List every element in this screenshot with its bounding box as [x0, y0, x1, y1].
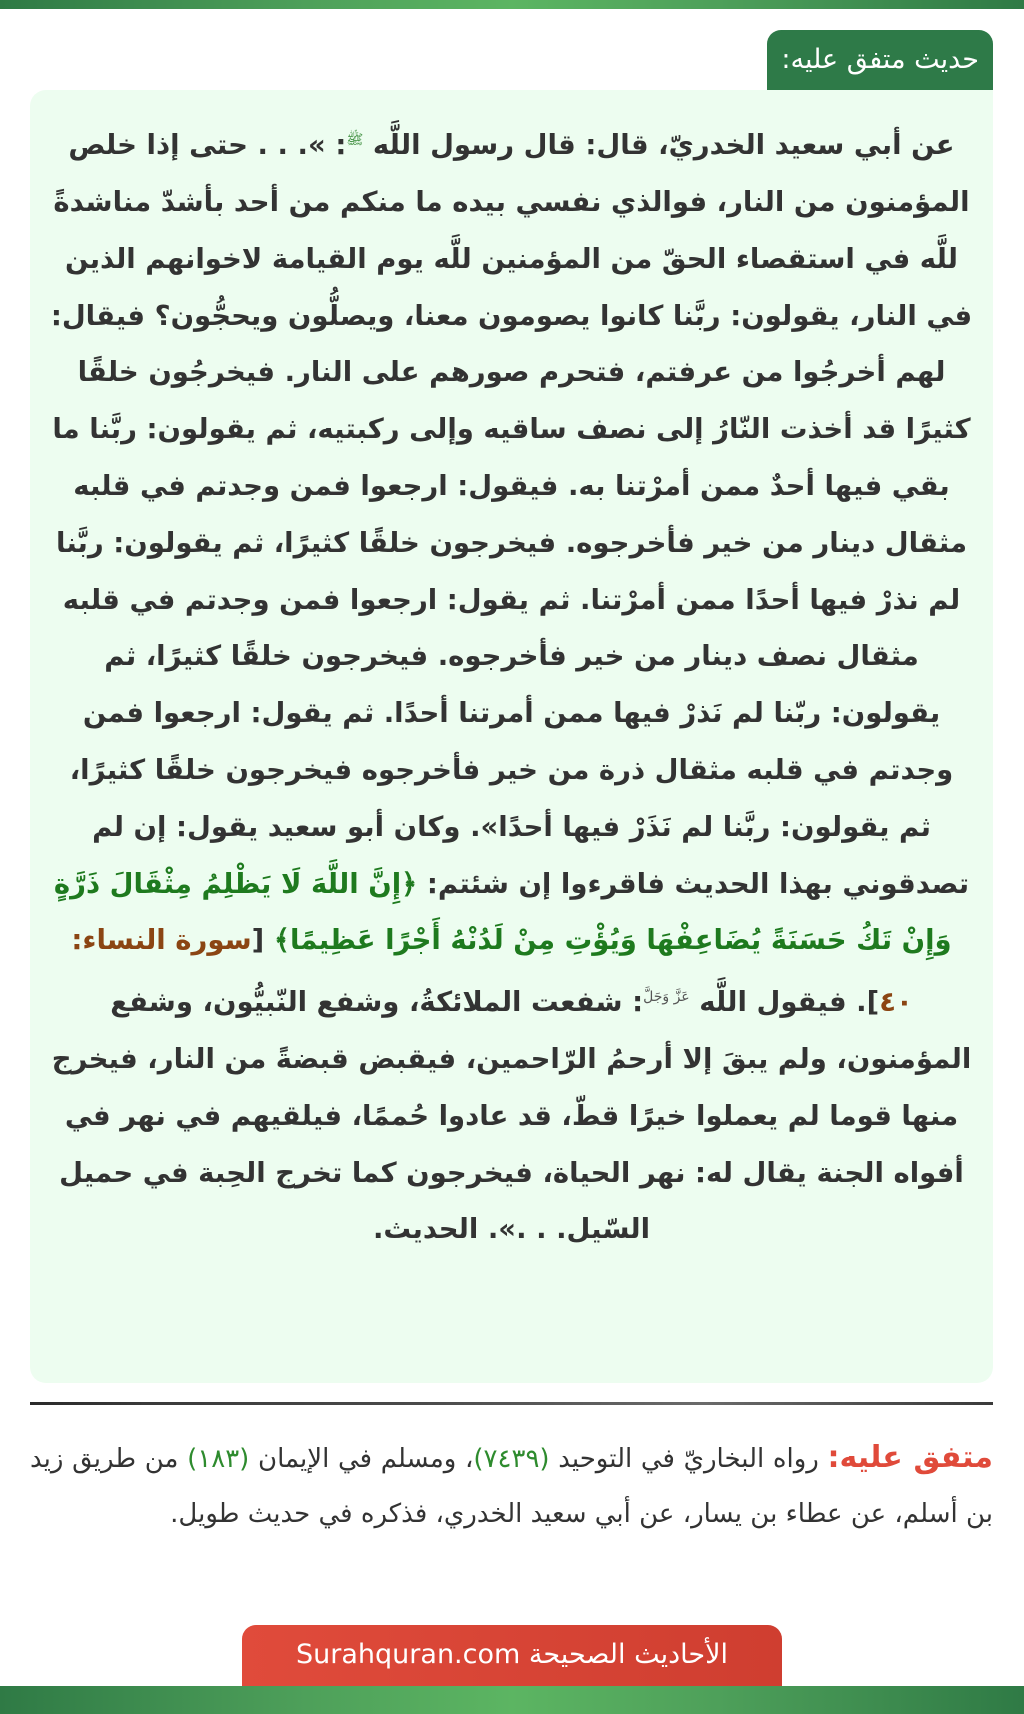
- hadith-box: [30, 90, 993, 1383]
- quran-verse: ﴿إِنَّ اللَّهَ لَا يَظْلِمُ مِثْقَالَ ذَرَّةٍ وَإِنْ تَكُ حَسَنَةً يُضَاعِفْهَا وَيُؤْتِ مِنْ لَدُنْهُ أَجْرًا عَظِيمًا﴾: [53, 867, 952, 957]
- takhrij-text-c: من طريق زيد بن أسلم، عن عطاء بن يسار، عن أبي سعيد الخدري، فذكره في حديث طويل.: [30, 1444, 993, 1529]
- muslim-reference: (١٨٣): [187, 1444, 250, 1474]
- prophet-honorific-icon: ﷺ: [346, 132, 364, 148]
- surah-reference: سورة النساء: ٤٠: [71, 924, 913, 1019]
- bukhari-reference: (٧٤٣٩): [473, 1444, 550, 1474]
- hadith-text-part3: : شفعت الملائكةُ، وشفع النّبيُّون، وشفع المؤمنون، ولم يبقَ إلا أرحمُ الرّاحمين، فيقبض قبضةً من النار، فيخرج منها قوما لم يعملوا خيرًا قطّ، قد عادوا حُممًا، فيلقيهم في نهر في أفواه الجنة يقال له: نهر الحياة، فيخرجون كما تخرج الحِبة في حميل السّيل. . .». الحديث.: [51, 986, 972, 1246]
- allah-honorific-icon: عَزَّ وَجَلَّ: [643, 989, 690, 1006]
- hadith-text-part1: : ». . . حتى إذا خلص المؤمنون من النار، فوالذي نفسي بيده ما منكم من أحد بأشدّ مناشدةً للَّه في استقصاء الحقّ من المؤمنين للَّه يوم القيامة لاخوانهم الذين في النار، يقولون: ربَّنا كانوا يصومون معنا، ويصلُّون ويحجُّون؟ فيقال: لهم أخرجُوا من عرفتم، فتحرم صورهم على النار. فيخرجُون خلقًا كثيرًا قد أخذت النّارُ إلى نصف ساقيه وإلى ركبتيه، ثم يقولون: ربَّنا ما بقي فيها أحدٌ ممن أمرْتنا به. فيقول: ارجعوا فمن وجدتم في قلبه مثقال دينار من خير فأخرجوه. فيخرجون خلقًا كثيرًا، ثم يقولون: ربَّنا لم نذرْ فيها أحدًا ممن أمرْتنا. ثم يقول: ارجعوا فمن وجدتم في قلبه مثقال نصف دينار من خير فأخرجوه. فيخرجون خلقًا كثيرًا، ثم يقولون: ربّنا لم نَذرْ فيها ممن أمرتنا أحدًا. ثم يقول: ارجعوا فمن وجدتم في قلبه مثقال ذرة من خير فأخرجوه فيخرجون خلقًا كثيرًا، ثم يقولون: ربَّنا لم نَذَرْ فيها أحدًا». وكان أبو سعيد يقول: إن لم تصدقوني بهذا الحديث فاقرءوا إن شئتم:: [50, 129, 973, 900]
- section-divider: [30, 1402, 993, 1405]
- hadith-text: [50, 112, 973, 1258]
- bottom-decorative-bar: [0, 1686, 1024, 1714]
- takhrij-note: [30, 1430, 993, 1542]
- takhrij-text-b: ، ومسلم في الإيمان: [249, 1444, 474, 1474]
- agreed-upon-label: متفق عليه:: [827, 1440, 993, 1475]
- section-title: حديث متفق عليه:: [767, 30, 993, 90]
- top-decorative-bar: [0, 0, 1024, 9]
- site-badge: الأحاديث الصحيحة Surahquran.com: [242, 1625, 782, 1691]
- bracket-open: [: [251, 924, 274, 957]
- bracket-close: ]: [866, 986, 880, 1019]
- hadith-text-part2: . فيقول اللَّه: [689, 986, 867, 1019]
- hadith-intro: عن أبي سعيد الخدريّ، قال: قال رسول اللَّه: [363, 129, 955, 162]
- takhrij-text-a: رواه البخاريّ في التوحيد: [549, 1444, 828, 1474]
